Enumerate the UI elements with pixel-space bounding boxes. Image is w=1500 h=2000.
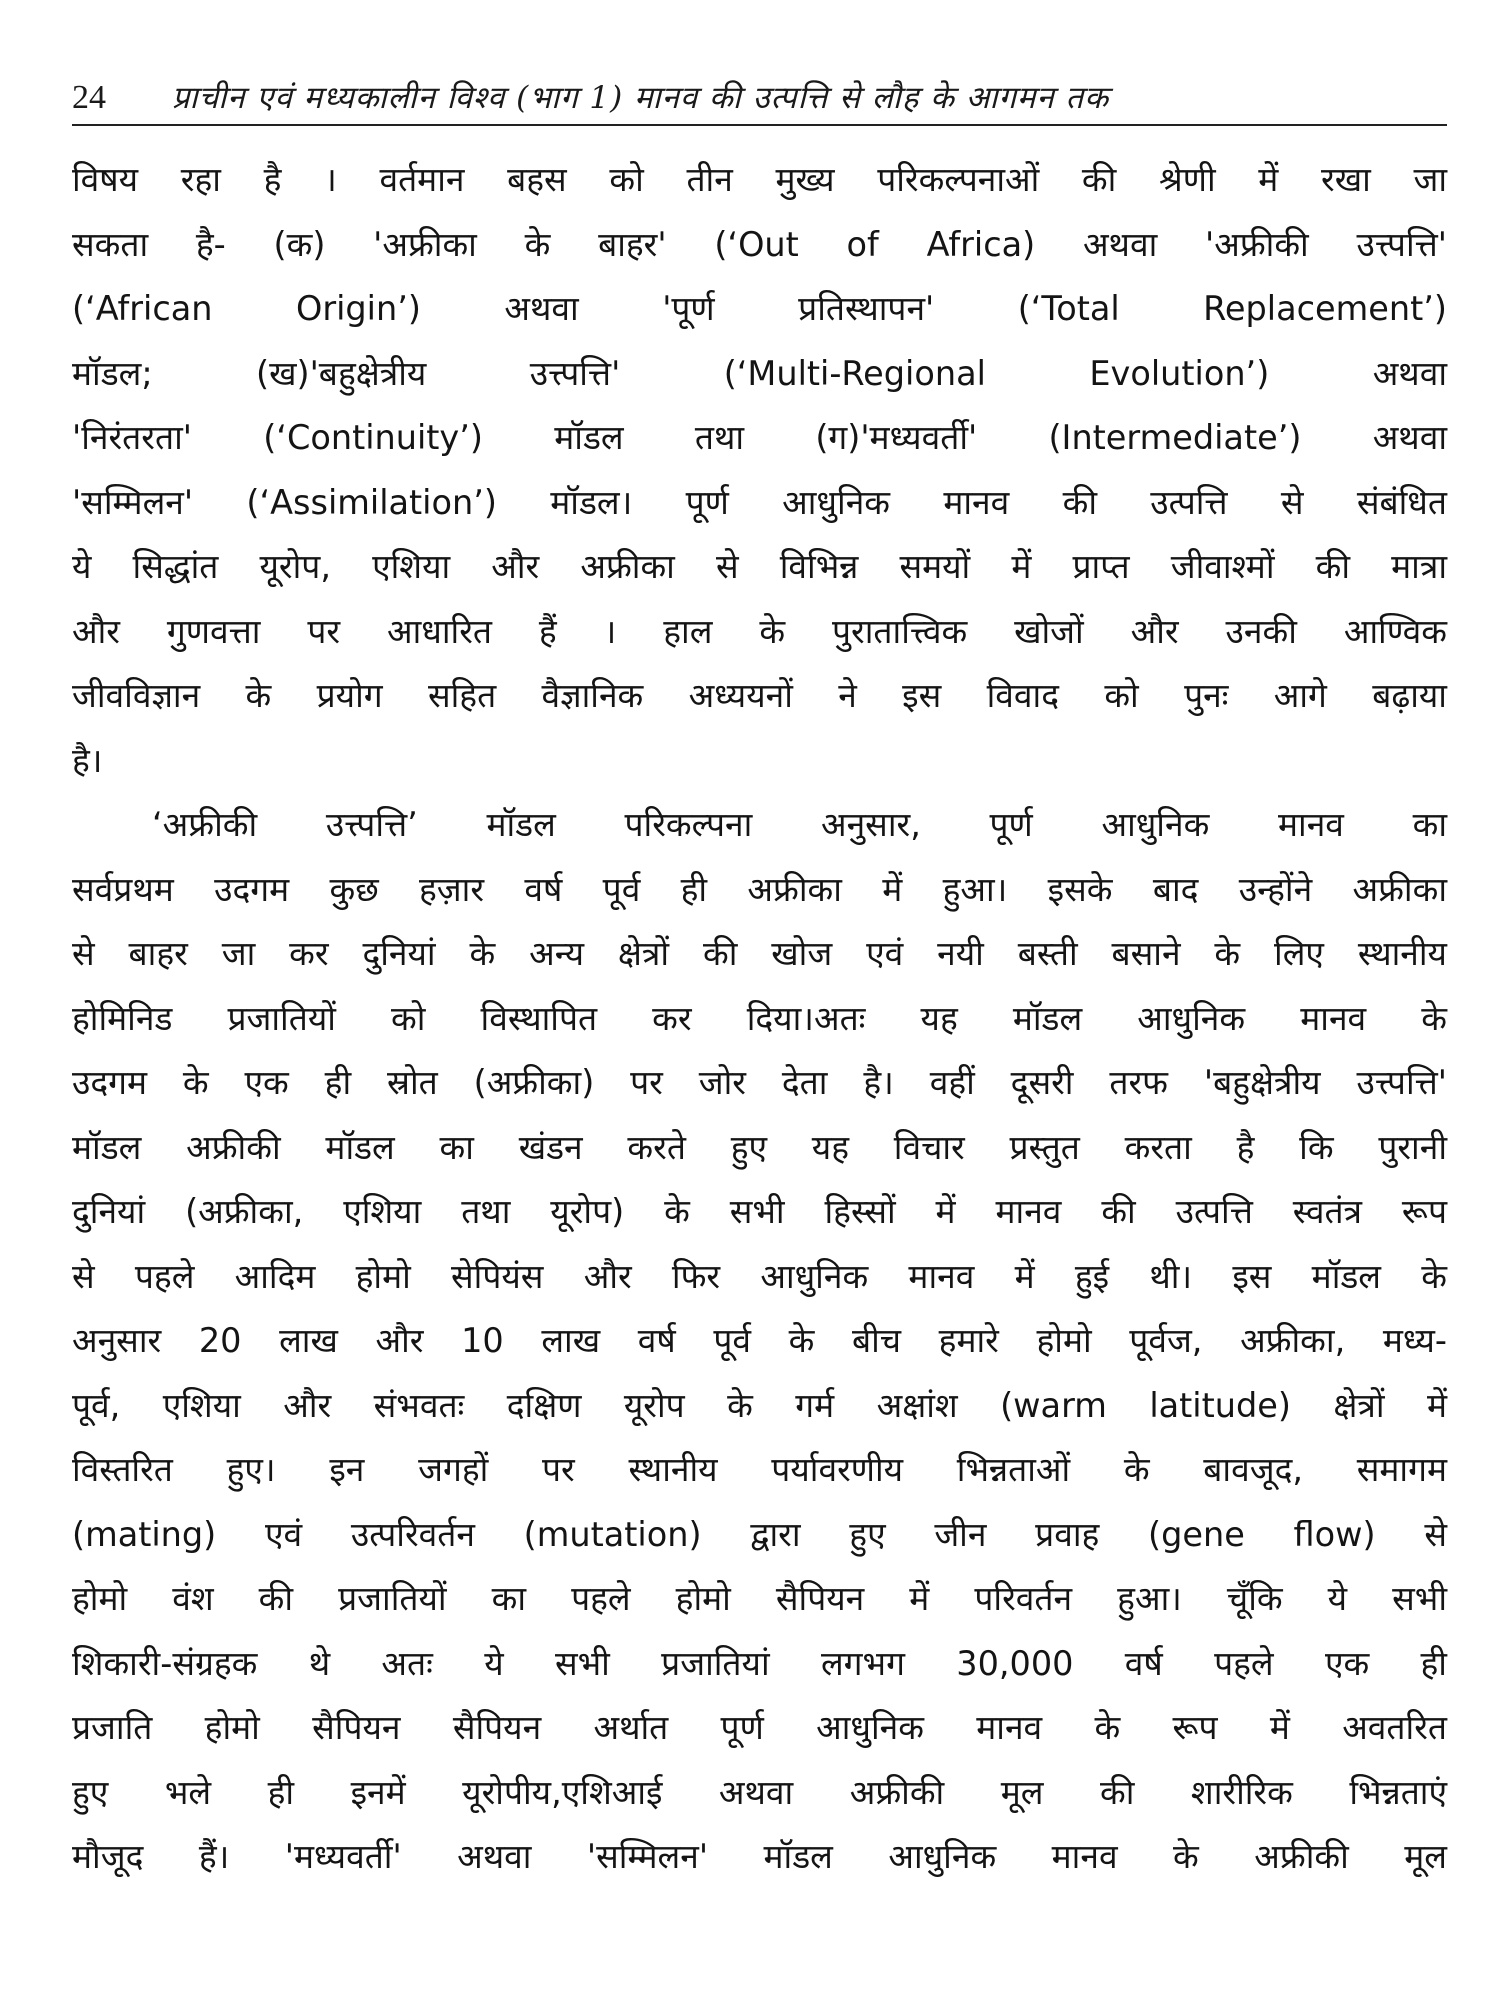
text-line: सर्वप्रथम उदगम कुछ हज़ार वर्ष पूर्व ही अफ्रीका में हुआ। इसके बाद उन्होंने अफ्रीका (72, 869, 1447, 909)
running-header (72, 72, 1447, 126)
text-line: ये सिद्धांत यूरोप, एशिया और अफ्रीका से विभिन्न समयों में प्राप्त जीवाश्मों की मात्रा (72, 547, 1447, 586)
text-line: प्रजाति होमो सैपियन सैपियन अर्थात पूर्ण आधुनिक मानव के रूप में अवतरित (72, 1708, 1447, 1747)
text-line: दुनियां (अफ्रीका, एशिया तथा यूरोप) के सभी हिस्सों में मानव की उत्पत्ति स्वतंत्र रूप (72, 1192, 1447, 1231)
text-line: मौजूद हैं। 'मध्यवर्ती' अथवा 'सम्मिलन' मॉडल आधुनिक मानव के अफ्रीकी मूल (72, 1837, 1447, 1876)
text-line: अनुसार 20 लाख और 10 लाख वर्ष पूर्व के बीच हमारे होमो पूर्वज, अफ्रीका, मध्य- (72, 1321, 1447, 1360)
text-line: और गुणवत्ता पर आधारित हैं । हाल के पुरातात्त्विक खोजों और उनकी आण्विक (72, 611, 1447, 651)
book-title: प्राचीन एवं मध्यकालीन विश्व (भाग 1) मानव की उत्पत्ति से लौह के आगमन तक (171, 80, 1110, 116)
text-line: मॉडल अफ्रीकी मॉडल का खंडन करते हुए यह विचार प्रस्तुत करता है कि पुरानी (72, 1127, 1447, 1167)
text-line: उदगम के एक ही स्रोत (अफ्रीका) पर जोर देता है। वहीं दूसरी तरफ 'बहुक्षेत्रीय उत्त्पत्ति' (72, 1063, 1447, 1102)
text-line: होमिनिड प्रजातियों को विस्थापित कर दिया।अतः यह मॉडल आधुनिक मानव के (72, 998, 1447, 1038)
text-line: 'सम्मिलन' (‘Assimilation’) मॉडल। पूर्ण आधुनिक मानव की उत्पत्ति से संबंधित (72, 482, 1447, 522)
paragraph-1 (72, 148, 1447, 793)
text-line: हुए भले ही इनमें यूरोपीय,एशिआई अथवा अफ्रीकी मूल की शारीरिक भिन्नताएं (72, 1772, 1447, 1812)
page-number: 24 (72, 79, 106, 116)
text-line: विस्तरित हुए। इन जगहों पर स्थानीय पर्यावरणीय भिन्नताओं के बावजूद, समागम (72, 1450, 1447, 1489)
text-line: ‘अफ्रीकी उत्त्पत्ति’ मॉडल परिकल्पना अनुसार, पूर्ण आधुनिक मानव का (152, 805, 1447, 844)
text-line: होमो वंश की प्रजातियों का पहले होमो सैपियन में परिवर्तन हुआ। चूँकि ये सभी (72, 1579, 1447, 1618)
text-line: से बाहर जा कर दुनियां के अन्य क्षेत्रों की खोज एवं नयी बस्ती बसाने के लिए स्थानीय (72, 934, 1447, 973)
paragraph-2 (72, 793, 1447, 1890)
text-line: जीवविज्ञान के प्रयोग सहित वैज्ञानिक अध्ययनों ने इस विवाद को पुनः आगे बढ़ाया (72, 676, 1447, 715)
text-line: (mating) एवं उत्परिवर्तन (mutation) द्वारा हुए जीन प्रवाह (gene flow) से (72, 1514, 1447, 1554)
text-line: विषय रहा है । वर्तमान बहस को तीन मुख्य परिकल्पनाओं की श्रेणी में रखा जा (72, 160, 1447, 199)
text-line: सकता है- (क) 'अफ्रीका के बाहर' (‘Out of Africa) अथवा 'अफ्रीकी उत्त्पत्ति' (72, 224, 1447, 264)
text-line: मॉडल; (ख)'बहुक्षेत्रीय उत्त्पत्ति' (‘Multi-Regional Evolution’) अथवा (72, 353, 1447, 393)
body-text (72, 148, 1447, 1890)
text-line: (‘African Origin’) अथवा 'पूर्ण प्रतिस्थापन' (‘Total Replacement’) (72, 289, 1447, 328)
text-line: से पहले आदिम होमो सेपियंस और फिर आधुनिक मानव में हुई थी। इस मॉडल के (72, 1256, 1447, 1296)
text-line: शिकारी-संग्रहक थे अतः ये सभी प्रजातियां लगभग 30,000 वर्ष पहले एक ही (72, 1643, 1447, 1683)
text-line: पूर्व, एशिया और संभवतः दक्षिण यूरोप के गर्म अक्षांश (warm latitude) क्षेत्रों में (72, 1385, 1447, 1425)
text-line: है। (72, 740, 103, 780)
text-line: 'निरंतरता' (‘Continuity’) मॉडल तथा (ग)'मध्यवर्ती' (Intermediate’) अथवा (72, 418, 1447, 457)
